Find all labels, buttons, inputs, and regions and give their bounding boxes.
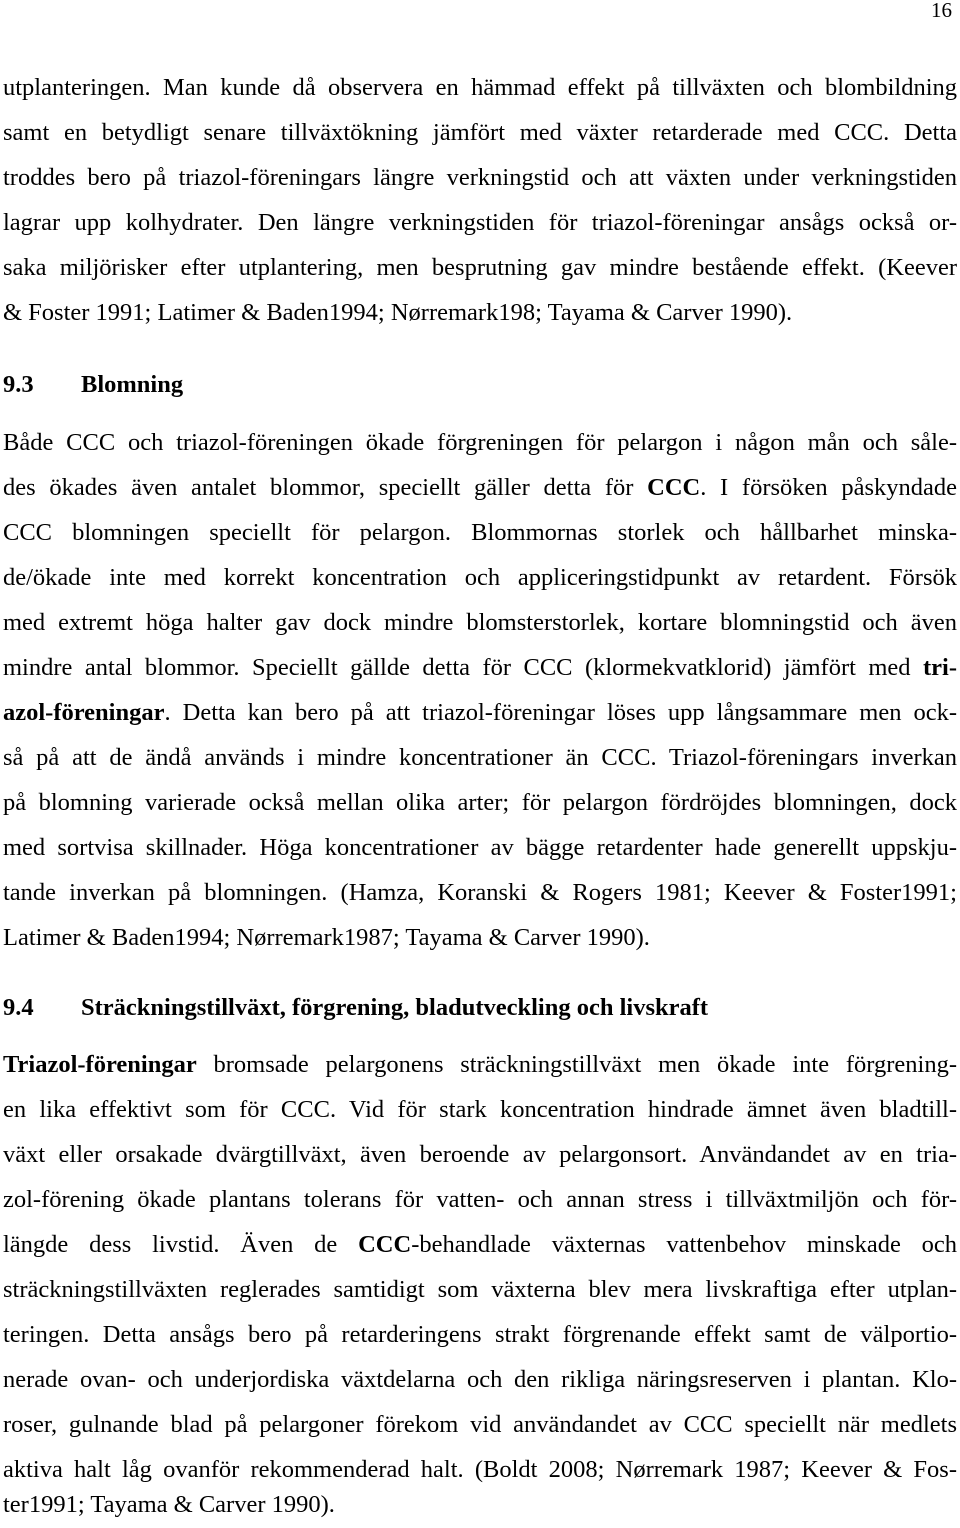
paragraph-line: Triazol-föreningar bromsade pelargonens sträckningstillväxt men ökade inte förgrening- [3, 1051, 957, 1078]
paragraph-line: en lika effektivt som för CCC. Vid för stark koncentration hindrade ämnet även bladtill- [3, 1096, 957, 1123]
paragraph-line: på blomning varierade också mellan olika arter; för pelargon fördröjdes blomningen, dock [3, 789, 957, 816]
paragraph-line: des ökades även antalet blommor, speciellt gäller detta för CCC. I försöken påskyndade [3, 474, 957, 501]
paragraph-line: roser, gulnande blad på pelargoner förekom vid användandet av CCC speciellt när medlets [3, 1411, 957, 1438]
paragraph-line: lagrar upp kolhydrater. Den längre verkningstiden för triazol-föreningar ansågs också or- [3, 209, 957, 236]
paragraph-line: med sortvisa skillnader. Höga koncentrationer av bägge retardenter hade generellt uppskju- [3, 834, 957, 861]
paragraph-line: & Foster 1991; Latimer & Baden1994; Nørremark198; Tayama & Carver 1990). [3, 299, 793, 326]
paragraph-line: sträckningstillväxten reglerades samtidigt som växterna blev mera livskraftiga efter utplan- [3, 1276, 957, 1303]
paragraph-line: CCC blomningen speciellt för pelargon. Blommornas storlek och hållbarhet minska- [3, 519, 957, 546]
paragraph-line: ter1991; Tayama & Carver 1990). [3, 1491, 335, 1518]
paragraph-line: de/ökade inte med korrekt koncentration och appliceringstidpunkt av retardent. Försök [3, 564, 957, 591]
section-number: 9.3 [3, 371, 34, 398]
paragraph-line: växt eller orsakade dvärgtillväxt, även beroende av pelargonsort. Användandet av en tria- [3, 1141, 957, 1168]
paragraph-line: saka miljörisker efter utplantering, men besprutning gav mindre bestående effekt. (Keever [3, 254, 957, 281]
page-number: 16 [931, 0, 952, 22]
paragraph-line: nerade ovan- och underjordiska växtdelarna och den rikliga näringsreserven i plantan. Klo- [3, 1366, 957, 1393]
paragraph-line: utplanteringen. Man kunde då observera en hämmad effekt på tillväxten och blombildning [3, 74, 957, 101]
paragraph-line: azol-föreningar. Detta kan bero på att triazol-föreningar löses upp långsammare men ock- [3, 699, 957, 726]
paragraph-line: samt en betydligt senare tillväxtökning jämfört med växter retarderade med CCC. Detta [3, 119, 957, 146]
section-title: Blomning [81, 371, 184, 398]
paragraph-line: Både CCC och triazol-föreningen ökade förgreningen för pelargon i någon mån och såle- [3, 429, 957, 456]
paragraph-line: mindre antal blommor. Speciellt gällde detta för CCC (klormekvatklorid) jämfört med tri- [3, 654, 957, 681]
paragraph-line: zol-förening ökade plantans tolerans för vatten- och annan stress i tillväxtmiljön och för- [3, 1186, 957, 1213]
section-heading-9-3 [3, 362, 957, 408]
paragraph-line: troddes bero på triazol-föreningars längre verkningstid och att växten under verkningstiden [3, 164, 957, 191]
paragraph-line: med extremt höga halter gav dock mindre blomsterstorlek, kortare blomningstid och även [3, 609, 957, 636]
paragraph-line: så på att de ändå används i mindre koncentrationer än CCC. Triazol-föreningars inverkan [3, 744, 957, 771]
paragraph-line: teringen. Detta ansågs bero på retarderingens strakt förgrenande effekt samt de välportio- [3, 1321, 957, 1348]
paragraph-line: aktiva halt låg ovanför rekommenderad halt. (Boldt 2008; Nørremark 1987; Keever & Fos- [3, 1456, 957, 1483]
paragraph-line: Latimer & Baden1994; Nørremark1987; Tayama & Carver 1990). [3, 924, 650, 951]
paragraph-line: längde dess livstid. Även de CCC-behandlade växternas vattenbehov minskade och [3, 1231, 957, 1258]
section-number: 9.4 [3, 994, 34, 1021]
paragraph-line: tande inverkan på blomningen. (Hamza, Koranski & Rogers 1981; Keever & Foster1991; [3, 879, 957, 906]
section-heading-9-4 [3, 985, 957, 1031]
section-title: Sträckningstillväxt, förgrening, bladutveckling och livskraft [81, 994, 709, 1021]
